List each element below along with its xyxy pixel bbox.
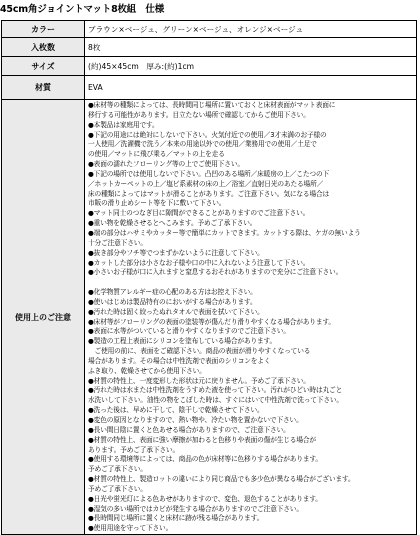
caution-note-line: 移行する可能性があります。目立たない場所で確認してからご使用下さい。	[88, 110, 310, 119]
caution-note-line: ●長い間日陰に置くと色あせる場合がありますので、ご注意下さい。	[88, 425, 290, 434]
caution-note-line: 市販の滑り止めシート等を下に敷いて下さい。	[88, 199, 226, 208]
caution-note-line: ふき取り、乾燥させてから使用下さい。	[88, 366, 206, 375]
caution-note-line: ●材質の特性上、製造ロットの違いにより同じ商品でも多少色が異なる場合がございます。	[88, 475, 355, 484]
caution-notes-cell	[85, 100, 417, 535]
caution-note-line: ●重い物を乾燥させるとへこみます。予めご了承下さい。	[88, 219, 257, 228]
spec-label-size: サイズ	[2, 57, 85, 76]
spec-value-material: EVA	[85, 76, 417, 100]
caution-note-line: ●表面に水等がついていると滑りやすくなりますのでご注意下さい。	[88, 327, 290, 336]
caution-note-line: ●日光や蛍光灯による色あせがありますので、変色、退色することがあります。	[88, 494, 322, 503]
spec-row-size	[2, 57, 417, 76]
caution-note-line: ●変色の原因となりますので、熱い物や、冷たい物を置かないで下さい。	[88, 416, 303, 424]
caution-note-line	[88, 278, 416, 288]
caution-note-line: ●湿気の多い場所ではカビが発生する場合がありますのでご注意下さい。	[88, 504, 303, 513]
page-title: 45cm角ジョイントマット8枚組 仕様	[0, 4, 164, 15]
caution-note-line: ●マット同士のつなぎ目に隙間ができることがありますのでご注意下さい。	[88, 209, 310, 218]
caution-note-line: ●製造の工程上表面にシリコンを塗布している場合があります。	[88, 337, 277, 346]
caution-note-line: ●端の部分はハサミやカッター等で簡単にカットできます。カットする際は、ケガの無いよう	[88, 228, 361, 237]
spec-label-caution: 使用上のご注意	[2, 100, 85, 535]
caution-note-line: ●床材等がフローリングの表面の塗装等が傷んだり滑りやすくなる場合があります。	[88, 317, 335, 326]
caution-note-line: ●抜き部分やフチ等でつまずかないように注意して下さい。	[88, 248, 264, 257]
caution-note-line: ご使用の前に、表面をご確認下さい。商品の表面が滑りやすくなっている	[88, 347, 311, 356]
caution-note-line: ●下記の場所では使用しないで下さい。凸凹のある場所／床暖房の上／こたつの下	[88, 169, 330, 178]
spec-value-size: (約)45×45cm 厚み:(約)1cm	[85, 57, 417, 76]
caution-note-line: ●汚れた時は水または中性洗剤をうすめた液を使って下さい。汚れがひどい時は丸ごと	[88, 386, 343, 395]
caution-note-line: 一人使用／洗濯機で洗う／本来の用途以外での使用／業務用での使用／土足で	[88, 140, 317, 149]
caution-note-line: ●材質の特性上、一度変形した形状は元に戻りません。予めご了承下さい。	[88, 376, 310, 385]
caution-note-line: ●長時間同じ場所に置くと床材に跡が残る場合があります。	[88, 514, 264, 523]
caution-note-line: 場合があります。その場合は中性洗剤で表面のシリコンをよく	[88, 356, 271, 365]
caution-note-line: ●化学物質アレルギー症の心配のある方はお控え下さい。	[88, 288, 257, 297]
caution-note-line: ●下記の用途には絶対にしないで下さい。火気付近での使用／3才未満のお子様の	[88, 130, 327, 139]
spec-value-quantity: 8枚	[85, 38, 417, 57]
caution-notes-list	[85, 100, 416, 534]
caution-note-line: 予めご了承下さい。	[88, 484, 147, 493]
spec-row-caution	[2, 100, 417, 535]
caution-note-line: ●本製品は家庭用です。	[88, 120, 159, 129]
spec-label-color: カラー	[2, 21, 85, 38]
caution-note-line: ●材質の特性上、表面に強い摩擦が加わると色移りや表面の傷が生じる場合が	[88, 435, 316, 444]
caution-note-line: ●カットした部分は小さなお子様や口の中に入れないよう注意して下さい。	[88, 258, 310, 267]
caution-note-line: ●使用する環境等によっては、商品の色が床材等に色移りする場合があります。	[88, 455, 322, 464]
spec-row-color	[2, 21, 417, 38]
caution-note-line: ●使用用途を守って下さい。	[88, 524, 173, 533]
spec-table	[1, 20, 417, 535]
caution-note-line: ●表面の濡れたフローリング等の上でご使用下さい。	[88, 160, 244, 169]
caution-note-line: 予めご了承下さい。	[88, 465, 147, 474]
spec-value-color: ブラウン×ベージュ、グリーン×ベージュ、オレンジ×ベージュ	[85, 21, 417, 38]
caution-note-line: ●使いはじめは製品特有のにおいがする場合があります。	[88, 297, 257, 306]
caution-note-line: ●床材等の種類によっては、長時間同じ場所に置いておくと床材表面がマット表面に	[88, 101, 336, 109]
caution-note-line: ●小さいお子様が口に入れますと窒息するおそれがありますので充分にご注意下さい。	[88, 268, 343, 277]
spec-row-quantity	[2, 38, 417, 57]
caution-note-line: ●洗った後は、早めに干して、陰干しで乾燥させて下さい。	[88, 406, 264, 415]
caution-note-line: の使用／マットに飛び乗る／マットの上を走る	[88, 150, 225, 159]
caution-note-line: 床の種類によってはマットが滑ることがあります。ご注意下さい。気になる場合は	[88, 189, 330, 198]
caution-note-line: ●汚れた時は固く絞ったぬれタオルで表面を拭いて下さい。	[88, 307, 264, 316]
spec-row-material	[2, 76, 417, 100]
spec-label-quantity: 入枚数	[2, 38, 85, 57]
caution-note-line: あります。予めご了承下さい。	[88, 445, 179, 454]
caution-note-line: 十分ご注意下さい。	[88, 238, 147, 247]
caution-note-line: ／ホットカーペットの上／塩ビ系素材の床の上／浴室／直射日光のあたる場所／	[88, 179, 324, 188]
spec-label-material: 材質	[2, 76, 85, 100]
caution-note-line: 水洗いして下さい。油性の物をこぼした時は、すぐにはいて中性洗剤で洗って下さい。	[88, 396, 343, 405]
